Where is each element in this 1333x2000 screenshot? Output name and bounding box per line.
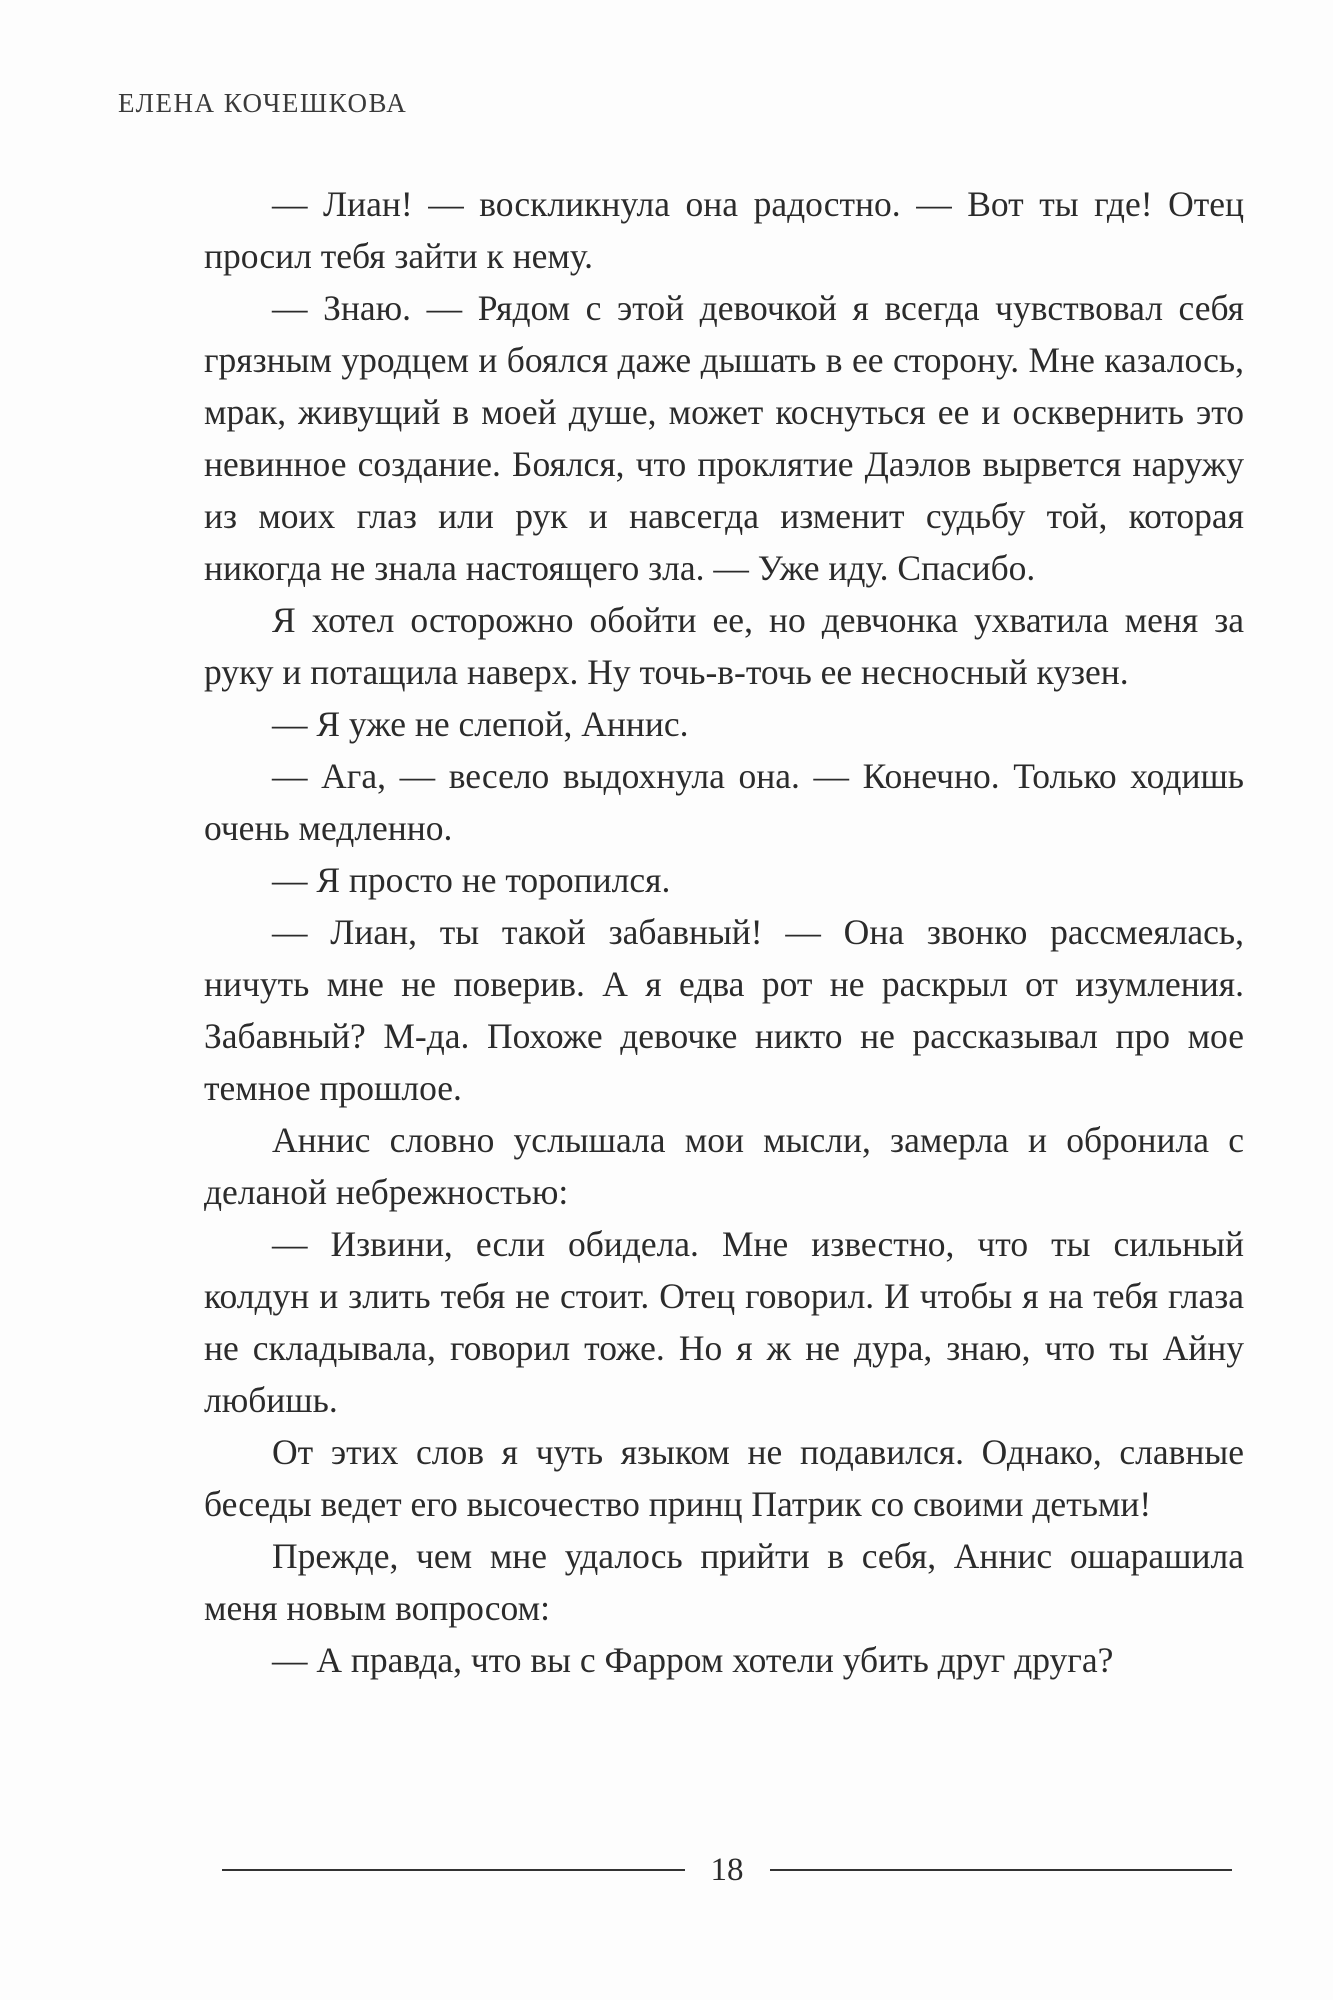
running-head-author: ЕЛЕНА КОЧЕШКОВА [118,88,408,118]
paragraph: — Знаю. — Рядом с этой девочкой я всегда чувствовал себя грязным уродцем и боялся даже дышать в ее сторону. Мне казалось, мрак, живущий в моей душе, может коснуться ее и осквернить это невинное создание. Боялся, что проклятие Даэлов вырвется наружу из моих глаз или рук и навсегда изменит судьбу той, которая никогда не знала настоящего зла. — Уже иду. Спасибо. [204,288,1244,588]
paragraph: — Лиан, ты такой забавный! — Она звонко рассмеялась, ничуть мне не поверив. А я едва рот не раскрыл от изумления. Забавный? М-да. Похоже девочке никто не рассказывал про мое темное прошлое. [204,912,1244,1108]
page-number: 18 [710,1851,744,1888]
page-footer [222,1848,1232,1892]
paragraph: — Ага, — весело выдохнула она. — Конечно. Только ходишь очень медленно. [204,756,1244,848]
paragraph: — А правда, что вы с Фарром хотели убить друг друга? [272,1640,1114,1680]
paragraph: — Я уже не слепой, Аннис. [272,704,689,744]
paragraph: От этих слов я чуть языком не подавился. Однако, славные беседы ведет его высочество принц Патрик со своими детьми! [204,1432,1244,1524]
footer-rule-left [222,1869,685,1871]
paragraph: — Я просто не торопился. [272,860,671,900]
paragraph: Прежде, чем мне удалось прийти в себя, Аннис ошарашила меня новым вопросом: [204,1536,1244,1628]
footer-rule-right [770,1869,1233,1871]
paragraph: Я хотел осторожно обойти ее, но девчонка ухватила меня за руку и потащила наверх. Ну точь-в-точь ее несносный кузен. [204,600,1244,692]
body-text [204,178,1244,1686]
paragraph: Аннис словно услышала мои мысли, замерла и обронила с деланой небрежностью: [204,1120,1244,1212]
paragraph: — Лиан! — воскликнула она радостно. — Вот ты где! Отец просил тебя зайти к нему. [204,184,1244,276]
paragraph: — Извини, если обидела. Мне известно, что ты сильный колдун и злить тебя не стоит. Отец говорил. И чтобы я на тебя глаза не складывала, говорил тоже. Но я ж не дура, знаю, что ты Айну любишь. [204,1224,1244,1420]
